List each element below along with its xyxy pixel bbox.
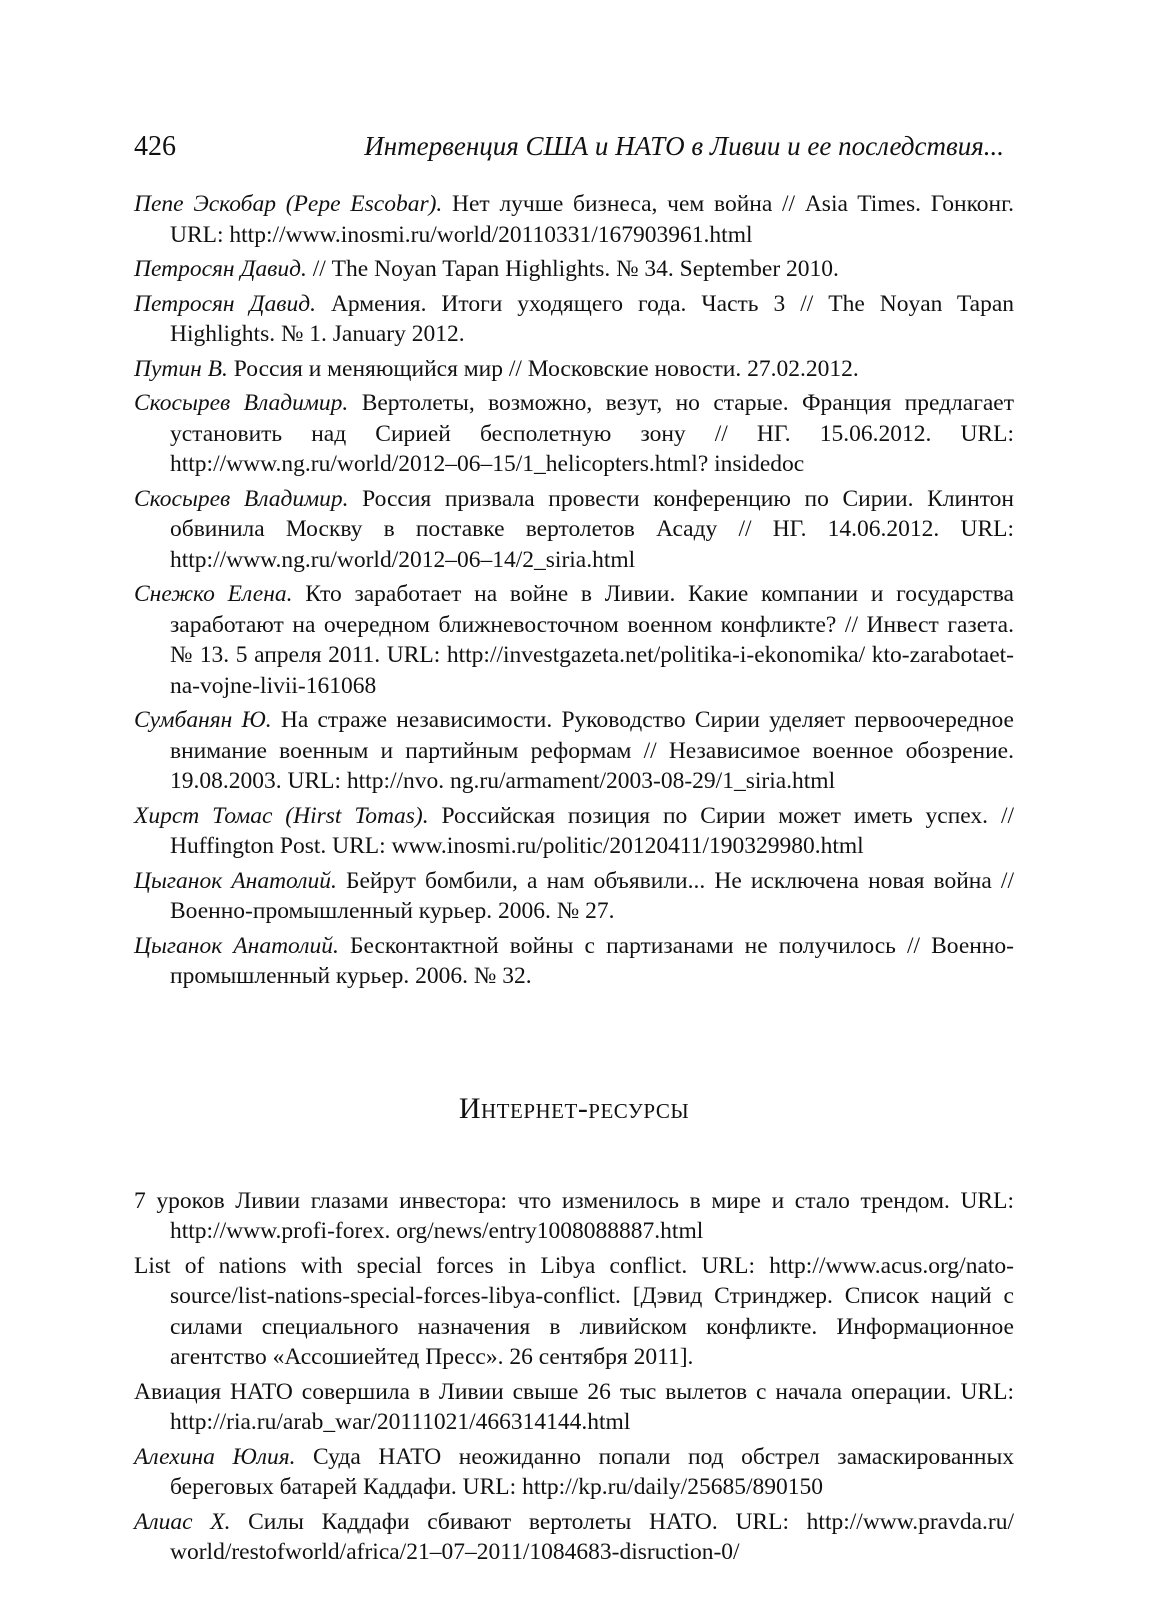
resource-entry bbox=[134, 1507, 1014, 1568]
entry-text: Бейрут бомбили, а нам объявили... Не исключена новая война // Военно-промышленный курьер. 2006. № 27. bbox=[170, 867, 1014, 924]
entry-text: Россия и меняющийся мир // Московские новости. 27.02.2012. bbox=[227, 355, 859, 382]
internet-resources-list bbox=[134, 1186, 1014, 1568]
entry-text: Кто заработает на войне в Ливии. Какие компании и государства заработают на очередном ближневосточном военном конфликте? // Инвест газета. № 13. 5 апреля 2011. URL: http://investgazeta.net/politika-i-ekonomika/ kto-zarabotaet-na-vojne-livii-161068 bbox=[170, 581, 1014, 699]
entry-author: Петросян Давид. bbox=[134, 290, 316, 317]
entry-author: Путин В. bbox=[134, 355, 228, 382]
bibliography-entry bbox=[134, 931, 1014, 992]
entry-author: Сумбанян Ю. bbox=[134, 707, 272, 733]
entry-text: Силы Каддафи сбивают вертолеты НАТО. URL: http://www.pravda.ru/ world/restofworld/africa/21–07–2011/1084683-disruction-0/ bbox=[170, 1508, 1014, 1565]
entry-author: Алиас Х. bbox=[134, 1508, 231, 1535]
entry-text: List of nations with special forces in Libya conflict. URL: http://www.acus.org/nato-source/list-nations-special-forces-libya-conflict. [Дэвид Стринджер. Список наций с силами специального назначения в ливийском конфликте. Информационное агентство «Ассошиейтед Пресс». 26 сентября 2011]. bbox=[134, 1252, 1014, 1370]
entry-text: Россия призвала провести конференцию по Сирии. Клинтон обвинила Москву в поставке вертолетов Асаду // НГ. 14.06.2012. URL: http://www.ng.ru/world/2012–06–14/2_siria.html bbox=[170, 485, 1014, 573]
entry-author: Пепе Эскобар (Pepe Escobar). bbox=[134, 191, 443, 217]
bibliography-entry bbox=[134, 484, 1014, 576]
bibliography-entry bbox=[134, 388, 1014, 480]
entry-text: // The Noyan Tapan Highlights. № 34. September 2010. bbox=[306, 256, 839, 282]
entry-text: Армения. Итоги уходящего года. Часть 3 // The Noyan Tapan Highlights. № 1. January 2012. bbox=[170, 290, 1014, 347]
page bbox=[134, 130, 1014, 1572]
entry-text: Российская позиция по Сирии может иметь успех. // Huffington Post. URL: www.inosmi.ru/politic/20120411/190329980.html bbox=[170, 802, 1015, 859]
running-title: Интервенция США и НАТО в Ливии и ее последствия... bbox=[364, 131, 1004, 161]
bibliography-entry bbox=[134, 579, 1014, 701]
entry-text: Вертолеты, возможно, везут, но старые. Франция предлагает установить над Сирией бесполетную зону // НГ. 15.06.2012. URL: http://www.ng.ru/world/2012–06–15/1_helicopters.html? insidedoc bbox=[170, 390, 1014, 477]
bibliography-entry bbox=[134, 189, 1014, 250]
entry-text: Нет лучше бизнеса, чем война // Asia Times. Гонконг. URL: http://www.inosmi.ru/world/20110331/167903961.html bbox=[170, 191, 1014, 248]
entry-author: Снежко Елена. bbox=[134, 581, 293, 607]
bibliography-entry bbox=[134, 354, 1014, 385]
entry-author: Алехина Юлия. bbox=[134, 1443, 296, 1470]
entry-text: На страже независимости. Руководство Сирии уделяет первоочередное внимание военным и партийным реформам // Независимое военное обозрение. 19.08.2003. URL: http://nvo. ng.ru/armament/2003-08-29/1_siria.html bbox=[170, 707, 1014, 794]
bibliography-entry bbox=[134, 705, 1014, 797]
resource-entry bbox=[134, 1251, 1014, 1373]
resource-entry bbox=[134, 1186, 1014, 1247]
bibliography-entry bbox=[134, 254, 1014, 285]
entry-author: Скосырев Владимир. bbox=[134, 485, 349, 512]
running-head bbox=[134, 130, 1014, 163]
entry-text: Суда НАТО неожиданно попали под обстрел замаскированных береговых батарей Каддафи. URL: http://kp.ru/daily/25685/890150 bbox=[170, 1443, 1014, 1500]
section-heading: Интернет-ресурсы bbox=[458, 1091, 690, 1125]
page-number: 426 bbox=[134, 131, 176, 162]
entry-author: Скосырев Владимир. bbox=[134, 390, 349, 416]
entry-text: Авиация НАТО совершила в Ливии свыше 26 тыс вылетов с начала операции. URL: http://ria.ru/arab_war/20111021/466314144.html bbox=[134, 1378, 1014, 1435]
resource-entry bbox=[134, 1377, 1014, 1438]
bibliography-entry bbox=[134, 866, 1014, 927]
bibliography-list bbox=[134, 189, 1014, 992]
entry-author: Цыганок Анатолий. bbox=[134, 932, 339, 959]
entry-text: Бесконтактной войны с партизанами не получилось // Военно-промышленный курьер. 2006. № 32. bbox=[170, 932, 1014, 989]
bibliography-entry bbox=[134, 289, 1014, 350]
entry-text: 7 уроков Ливии глазами инвестора: что изменилось в мире и стало трендом. URL: http://www.profi-forex. org/news/entry1008088887.html bbox=[134, 1187, 1014, 1244]
entry-author: Цыганок Анатолий. bbox=[134, 867, 337, 894]
bibliography-entry bbox=[134, 801, 1014, 862]
entry-author: Петросян Давид. bbox=[134, 256, 307, 282]
resource-entry bbox=[134, 1442, 1014, 1503]
entry-author: Хирст Томас (Hirst Tomas). bbox=[134, 802, 429, 829]
